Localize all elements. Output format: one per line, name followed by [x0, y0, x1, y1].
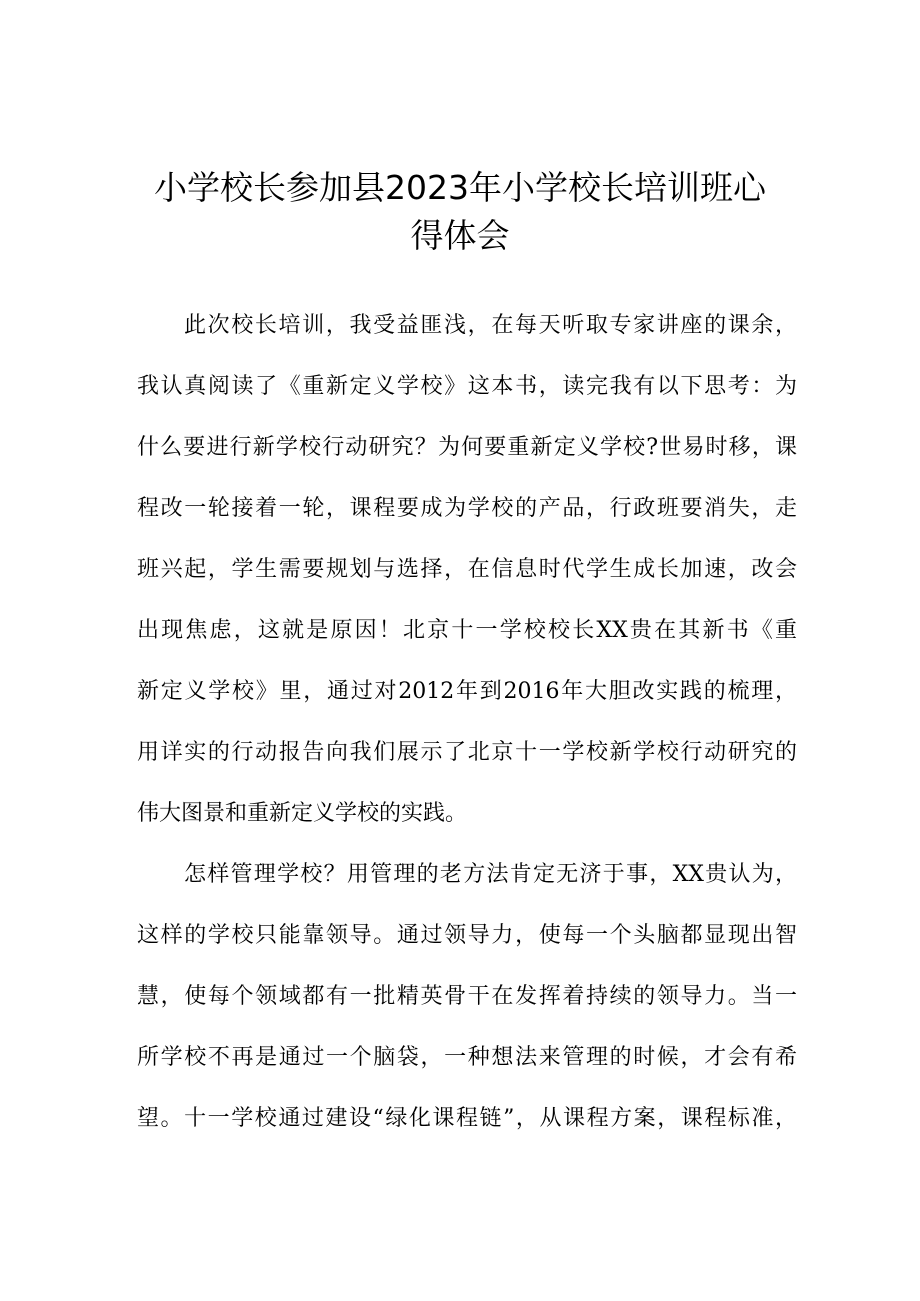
title-line: 得体会	[410, 216, 510, 255]
text-line: 慧，使每个领域都有一批精英骨干在发挥着持续的领导力。当一	[137, 984, 797, 1009]
text-line: 望。十一学校通过建设“绿化课程链”，从课程方案，课程标准，	[137, 1106, 797, 1131]
text-line: 我认真阅读了《重新定义学校》这本书，读完我有以下思考：为	[137, 374, 797, 399]
text-line: 新定义学校》里，通过对2012年到2016年大胆改实践的梳理，	[137, 679, 797, 704]
paragraph-2	[137, 859, 797, 1134]
text-line: 伟大图景和重新定义学校的实践。	[137, 801, 468, 826]
text-line: 出现焦虑，这就是原因！北京十一学校校长XX贵在其新书《重	[137, 618, 797, 643]
text-line: 怎样管理学校？用管理的老方法肯定无济于事，XX贵认为，	[184, 862, 797, 887]
text-line: 所学校不再是通过一个脑袋，一种想法来管理的时候，才会有希	[137, 1045, 797, 1070]
text-line: 程改一轮接着一轮，课程要成为学校的产品，行政班要消失，走	[137, 496, 797, 521]
text-line: 这样的学校只能靠领导。通过领导力，使每一个头脑都显现出智	[137, 923, 797, 948]
text-line: 什么要进行新学校行动研究？为何要重新定义学校?世易时移，课	[137, 435, 797, 460]
text-line: 此次校长培训，我受益匪浅，在每天听取专家讲座的课余，	[184, 313, 797, 338]
document-title	[120, 164, 800, 260]
text-line: 用详实的行动报告向我们展示了北京十一学校新学校行动研究的	[137, 740, 797, 765]
text-line: 班兴起，学生需要规划与选择，在信息时代学生成长加速，改会	[137, 557, 797, 582]
document-body	[137, 310, 797, 1164]
paragraph-1	[137, 310, 797, 829]
title-line: 小学校长参加县2023年小学校长培训班心	[154, 168, 766, 207]
